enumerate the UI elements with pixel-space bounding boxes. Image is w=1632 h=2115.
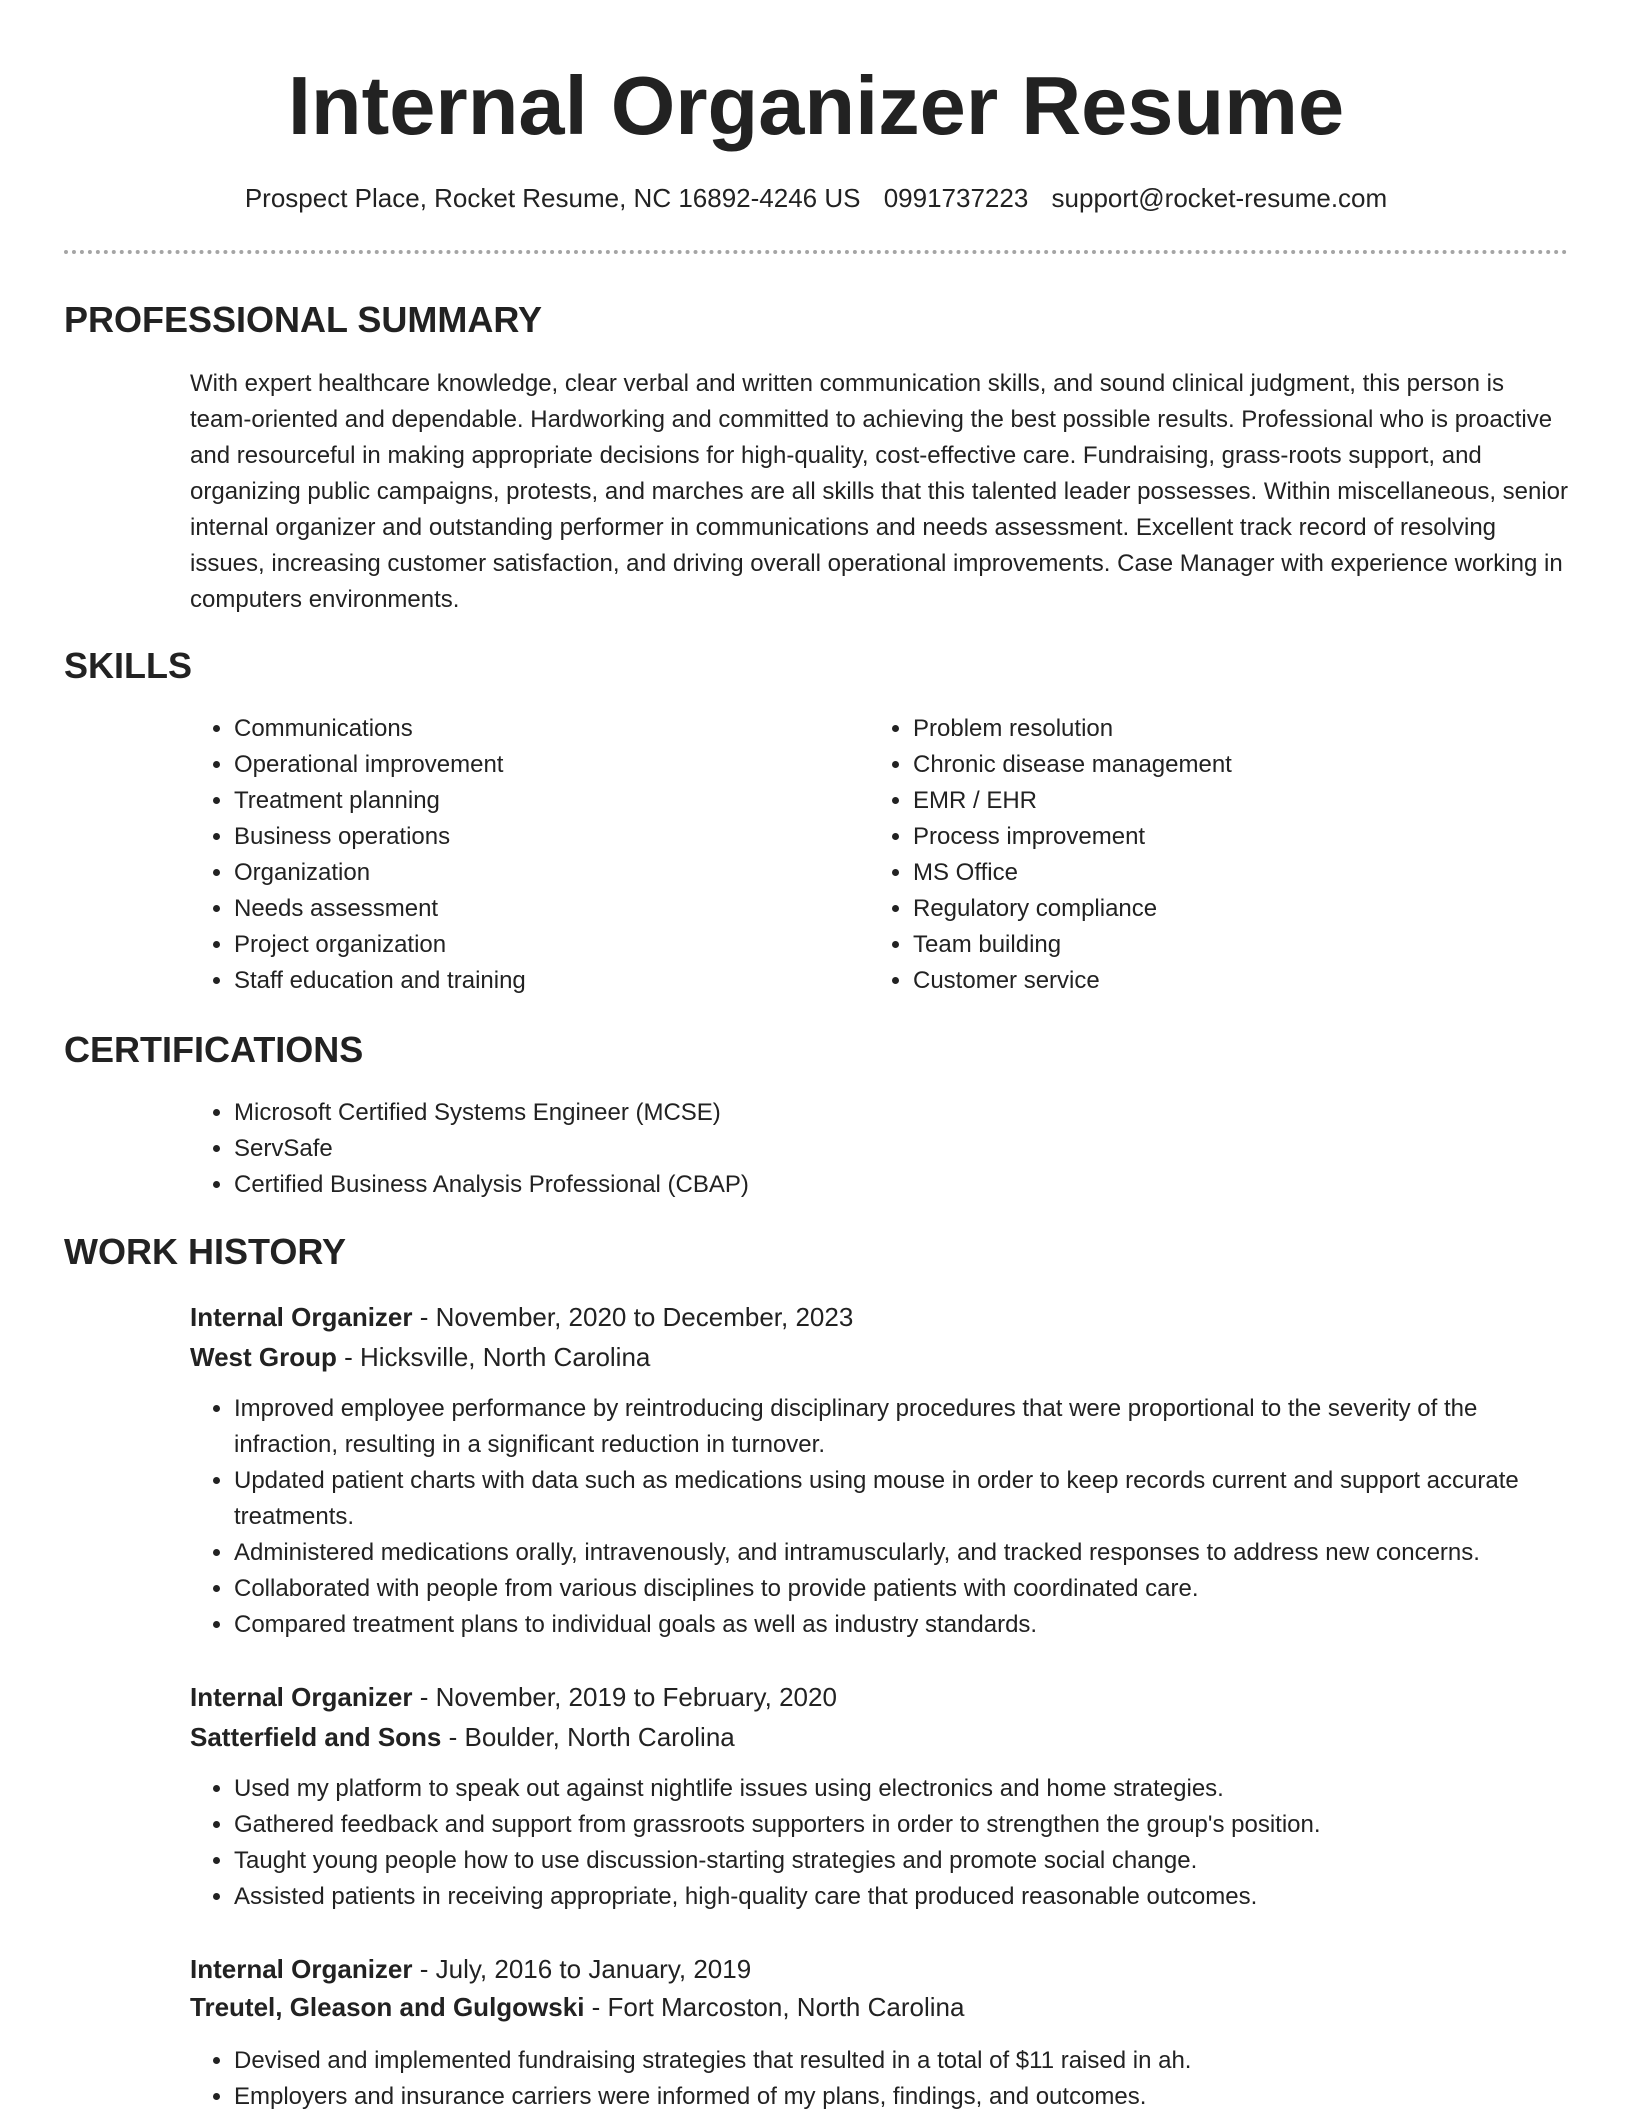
certifications-list xyxy=(190,1095,1570,1203)
job-bullet: • Collaborated with people from various disciplines to provide patients with coordinated care. xyxy=(234,1571,1570,1607)
resume-title: Internal Organizer Resume xyxy=(287,59,1345,152)
contact-line xyxy=(0,180,1632,216)
skill-item: • Project organization xyxy=(234,927,864,963)
job-company: West Group xyxy=(190,1342,337,1372)
skill-item: • Problem resolution xyxy=(913,711,1573,747)
job-bullets xyxy=(190,1391,1570,1643)
skill-item: • Regulatory compliance xyxy=(913,891,1573,927)
contact-address: Prospect Place, Rocket Resume, NC 16892-4246 US xyxy=(244,183,861,213)
certification-item: • Certified Business Analysis Professional (CBAP) xyxy=(234,1167,1570,1203)
certification-item: • Microsoft Certified Systems Engineer (MCSE) xyxy=(234,1095,1570,1131)
skill-item: • Communications xyxy=(234,711,864,747)
header-divider xyxy=(64,250,1568,254)
job-location: - Boulder, North Carolina xyxy=(441,1722,735,1752)
job-bullet: • Devised and implemented fundraising strategies that resulted in a total of $11 raised in ah. xyxy=(234,2043,1570,2079)
job-bullets xyxy=(190,2043,1570,2115)
contact-phone: 0991737223 xyxy=(883,183,1029,213)
job-location: - Hicksville, North Carolina xyxy=(336,1342,651,1372)
job-bullet: • Compared treatment plans to individual goals as well as industry standards. xyxy=(234,1607,1570,1643)
job-title-line xyxy=(190,1679,837,1715)
job-title-line xyxy=(190,1299,853,1335)
job-dates: - November, 2020 to December, 2023 xyxy=(412,1302,854,1332)
summary-heading: PROFESSIONAL SUMMARY xyxy=(64,299,543,340)
job-company: Satterfield and Sons xyxy=(190,1722,442,1752)
skill-item: • Team building xyxy=(913,927,1573,963)
skills-list-right xyxy=(869,711,1573,999)
skill-item: • Needs assessment xyxy=(234,891,864,927)
skills-heading: SKILLS xyxy=(64,645,193,686)
skill-item: • Operational improvement xyxy=(234,747,864,783)
skill-item: • MS Office xyxy=(913,855,1573,891)
skill-item: • Business operations xyxy=(234,819,864,855)
skill-item: • EMR / EHR xyxy=(913,783,1573,819)
skill-item: • Organization xyxy=(234,855,864,891)
job-title: Internal Organizer xyxy=(190,1682,413,1712)
job-dates: - November, 2019 to February, 2020 xyxy=(412,1682,837,1712)
job-location: - Fort Marcoston, North Carolina xyxy=(584,1992,965,2022)
job-bullet: • Taught young people how to use discussion-starting strategies and promote social change. xyxy=(234,1843,1570,1879)
skills-list-left xyxy=(190,711,864,999)
job-bullet: • Used my platform to speak out against nightlife issues using electronics and home strategies. xyxy=(234,1771,1570,1807)
job-title: Internal Organizer xyxy=(190,1302,413,1332)
job-company-line xyxy=(190,1719,735,1755)
certifications-heading: CERTIFICATIONS xyxy=(64,1029,364,1070)
job-dates: - July, 2016 to January, 2019 xyxy=(412,1954,752,1984)
job-title-line xyxy=(190,1951,751,1987)
job-company: Treutel, Gleason and Gulgowski xyxy=(190,1992,585,2022)
job-company-line xyxy=(190,1989,964,2025)
job-bullet: • Updated patient charts with data such as medications using mouse in order to keep records current and support accurate treatments. xyxy=(234,1463,1570,1535)
job-bullet: • Gathered feedback and support from grassroots supporters in order to strengthen the group's position. xyxy=(234,1807,1570,1843)
job-title: Internal Organizer xyxy=(190,1954,413,1984)
work-history-heading: WORK HISTORY xyxy=(64,1231,347,1272)
skill-item: • Treatment planning xyxy=(234,783,864,819)
job-bullet: • Improved employee performance by reintroducing disciplinary procedures that were proportional to the severity of the infraction, resulting in a significant reduction in turnover. xyxy=(234,1391,1570,1463)
contact-email: support@rocket-resume.com xyxy=(1051,183,1388,213)
job-bullet: • Assisted patients in receiving appropriate, high-quality care that produced reasonable outcomes. xyxy=(234,1879,1570,1915)
job-company-line xyxy=(190,1339,650,1375)
skill-item: • Process improvement xyxy=(913,819,1573,855)
job-bullet: • Employers and insurance carriers were informed of my plans, findings, and outcomes. xyxy=(234,2079,1570,2115)
skill-item: • Staff education and training xyxy=(234,963,864,999)
job-bullets xyxy=(190,1771,1570,1915)
job-bullet: • Administered medications orally, intravenously, and intramuscularly, and tracked responses to address new concerns. xyxy=(234,1535,1570,1571)
certification-item: • ServSafe xyxy=(234,1131,1570,1167)
skill-item: • Chronic disease management xyxy=(913,747,1573,783)
summary-text: With expert healthcare knowledge, clear verbal and written communication skills, and sound clinical judgment, this person is team-oriented and dependable. Hardworking and committed to achieving the best possible results. Professional who is proactive and resourceful in making appropriate decisions for high-quality, cost-effective care. Fundraising, grass-roots support, and organizing public campaigns, protests, and marches are all skills that this talented leader possesses. Within miscellaneous, senior internal organizer and outstanding performer in communications and needs assessment. Excellent track record of resolving issues, increasing customer satisfaction, and driving overall operational improvements. Case Manager with experience working in computers environments. xyxy=(190,370,1569,613)
skill-item: • Customer service xyxy=(913,963,1573,999)
